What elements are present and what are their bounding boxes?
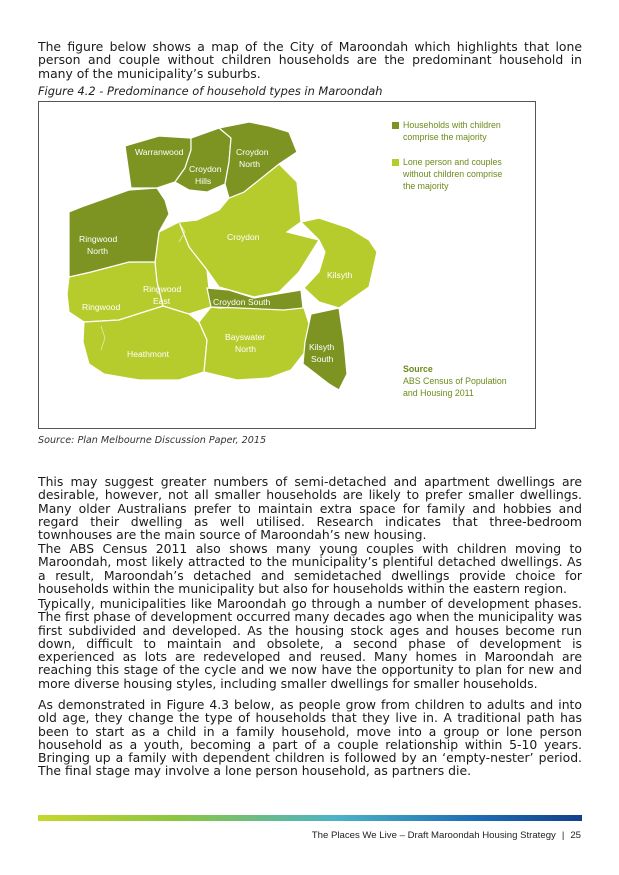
paragraph-2: The ABS Census 2011 also shows many young couples with children moving to Maroondah, most likely attracted to the municipality’s plentiful detached dwellings. As a result, Maroondah’s detached and semidetached dwellings provide choice for households within the municipality but also for households within the eastern region. (38, 541, 582, 596)
page-footer (312, 830, 581, 841)
label-kilsyth-south-1: Kilsyth (309, 342, 335, 352)
label-ringwood: Ringwood (82, 302, 121, 312)
figure-source: Source: Plan Melbourne Discussion Paper, 2015 (38, 435, 267, 446)
paragraph-3: Typically, municipalities like Maroondah go through a number of development phases. The first phase of development occurred many decades ago when the municipality was first subdivided and developed. As the housing stock ages and houses become run down, difficult to maintain and obsolete, a second phase of development is experienced as lots are redeveloped and reused. Many homes in Maroondah are reaching this stage of the cycle and we now have the opportunity to plan for new and more diverse housing styles, including smaller dwellings for smaller households. (38, 596, 582, 691)
footer-title: The Places We Live – Draft Maroondah Housing Strategy (311, 830, 556, 841)
label-croydon-hills-2: Hills (195, 176, 212, 186)
legend-dark-line-2: comprise the majority (403, 132, 487, 142)
map-source-block (403, 363, 507, 399)
footer-separator: | (561, 830, 565, 841)
map-source-line-1: ABS Census of Population (403, 376, 507, 386)
page-number: 25 (570, 830, 581, 841)
label-croydon-north-2: North (239, 159, 261, 169)
label-warranwood: Warranwood (135, 147, 184, 157)
legend-light-line-1: Lone person and couples (403, 157, 502, 167)
paragraph-1: This may suggest greater numbers of semi-detached and apartment dwellings are desirable, however, not all smaller households are likely to prefer smaller dwellings. Many older Australians prefer to maintain extra space for family and hobbies and regard their dwelling as well utilised. Research indicates that three-bedroom townhouses are the main source of Maroondah’s new housing. (38, 474, 582, 543)
label-croydon-north-1: Croydon (236, 147, 269, 157)
legend-swatch-light (392, 159, 399, 166)
map-source-line-2: and Housing 2011 (403, 388, 474, 398)
label-bayswater-north-1: Bayswater (225, 332, 266, 342)
figure-caption: Figure 4.2 - Predominance of household types in Maroondah (38, 84, 383, 98)
legend-light-text (403, 156, 502, 192)
label-kilsyth-south-2: South (311, 354, 334, 364)
map-source-heading: Source (403, 364, 433, 374)
intro-paragraph: The figure below shows a map of the City of Maroondah which highlights that lone person and couple without children households are the predominant household in many of the municipality’s suburbs. (38, 39, 582, 81)
paragraph-4: As demonstrated in Figure 4.3 below, as people grow from children to adults and into old age, they change the type of households that they live in. A traditional path has been to start as a child in a family household, move into a group or lone person household as a youth, becoming a part of a couple relationship within 5-10 years. Bringing up a family with dependent children is followed by an ‘empty-nester’ period. The final stage may involve a lone person household, as partners die. (38, 697, 582, 779)
label-ringwood-north-1: Ringwood (79, 234, 118, 244)
legend-swatch-dark (392, 122, 399, 129)
label-kilsyth: Kilsyth (327, 270, 353, 280)
label-croydon-hills-1: Croydon (189, 164, 222, 174)
label-croydon: Croydon (227, 232, 260, 242)
label-ringwood-north-2: North (87, 246, 109, 256)
label-bayswater-north-2: North (235, 344, 257, 354)
region-kilsyth (301, 218, 377, 308)
label-ringwood-east-1: Ringwood (143, 284, 182, 294)
footer-color-bar (38, 815, 582, 821)
legend-dark-text (403, 119, 501, 143)
legend-light-line-2: without children comprise (403, 169, 503, 179)
legend-dark-line-1: Households with children (403, 120, 501, 130)
label-heathmont: Heathmont (127, 349, 170, 359)
label-ringwood-east-2: East (153, 296, 171, 306)
legend-light-line-3: the majority (403, 181, 449, 191)
household-map-figure (38, 101, 536, 429)
label-croydon-south: Croydon South (213, 297, 271, 307)
